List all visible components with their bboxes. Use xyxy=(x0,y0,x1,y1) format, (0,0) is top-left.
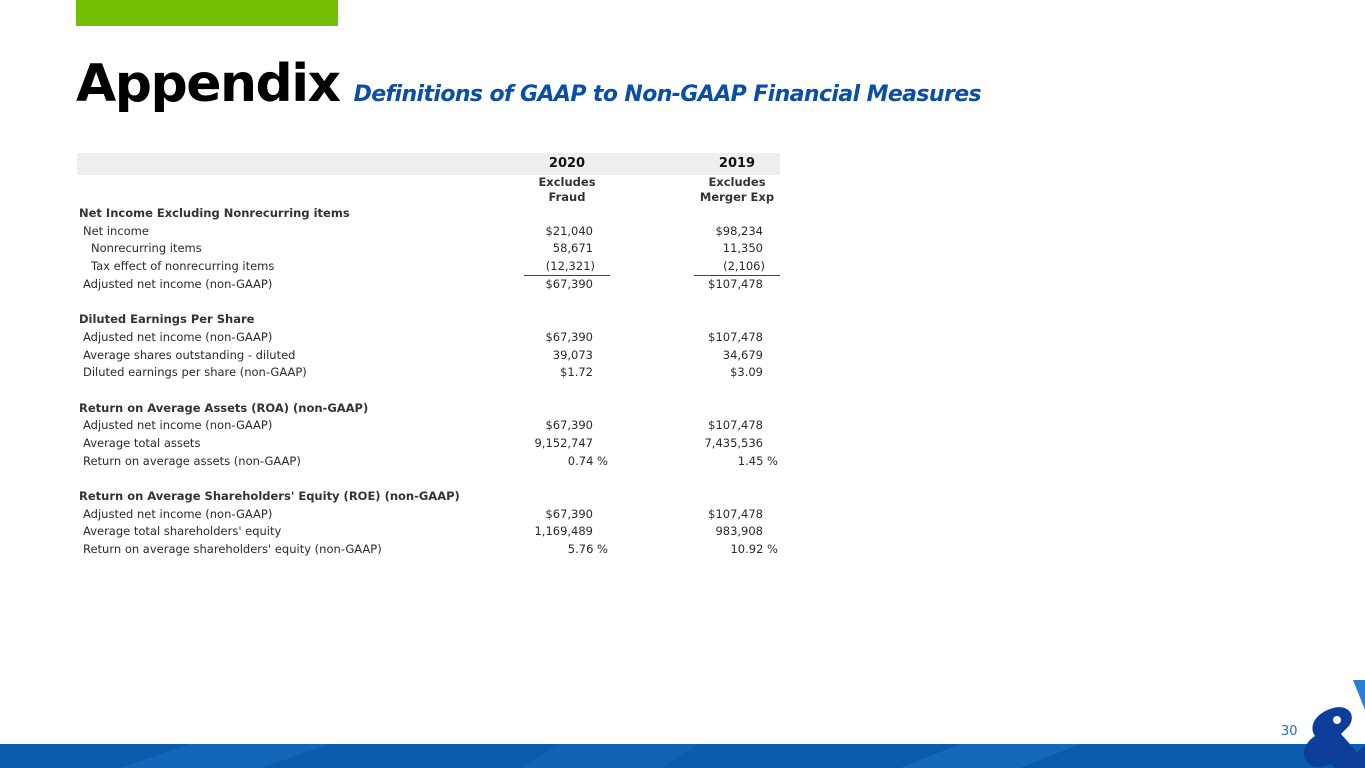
table-row xyxy=(77,240,780,258)
subheader-2020-line2: Fraud xyxy=(548,190,586,204)
value-2019: 7,435,536 xyxy=(704,435,763,450)
row-label: Return on average shareholders' equity (non-GAAP) xyxy=(83,542,382,557)
page-subtitle: Definitions of GAAP to Non-GAAP Financial Measures xyxy=(353,82,982,107)
table-row xyxy=(77,347,780,365)
value-2019: $107,478 xyxy=(708,329,763,344)
section-title: Return on Average Shareholders' Equity (ROE) (non-GAAP) xyxy=(79,489,460,503)
row-spacer xyxy=(77,293,780,311)
value-2019: $107,478 xyxy=(708,276,763,291)
table-row xyxy=(77,258,780,276)
row-label: Net income xyxy=(83,223,149,238)
ampersand-logo-icon xyxy=(1295,680,1365,768)
row-label: Tax effect of nonrecurring items xyxy=(91,259,275,274)
value-2020: 9,152,747 xyxy=(534,435,593,450)
value-2019: $98,234 xyxy=(715,223,763,238)
value-2020: 5.76 % xyxy=(567,542,608,557)
section-title-row xyxy=(77,488,780,506)
table-subheader-line1 xyxy=(77,175,780,190)
value-2019: $3.09 xyxy=(730,365,763,380)
title-row xyxy=(76,54,981,118)
value-2020: $1.72 xyxy=(560,365,593,380)
value-2019: (2,106) xyxy=(723,259,765,274)
value-2020: $67,390 xyxy=(545,276,593,291)
column-header-2019: 2019 xyxy=(718,156,756,171)
table-row xyxy=(77,523,780,541)
row-label: Return on average assets (non-GAAP) xyxy=(83,453,301,468)
financial-table xyxy=(77,153,780,559)
value-2020: 0.74 % xyxy=(567,453,608,468)
table-row xyxy=(77,276,780,294)
table-row xyxy=(77,541,780,559)
row-label: Adjusted net income (non-GAAP) xyxy=(83,329,273,344)
row-spacer xyxy=(77,470,780,488)
value-2019: 11,350 xyxy=(722,241,763,256)
value-2019: 10.92 % xyxy=(730,542,778,557)
table-row xyxy=(77,223,780,241)
value-2019: 983,908 xyxy=(715,524,763,539)
section-title: Diluted Earnings Per Share xyxy=(79,312,255,327)
value-2019: 34,679 xyxy=(722,347,763,362)
subheader-2020-line1: Excludes xyxy=(538,175,596,189)
section-title: Return on Average Assets (ROA) (non-GAAP) xyxy=(79,400,369,415)
table-row xyxy=(77,417,780,435)
value-2019: $107,478 xyxy=(708,418,763,433)
section-title-row xyxy=(77,400,780,418)
value-2020: $67,390 xyxy=(545,329,593,344)
table-row xyxy=(77,453,780,471)
row-label: Diluted earnings per share (non-GAAP) xyxy=(83,365,307,380)
row-label: Adjusted net income (non-GAAP) xyxy=(83,418,273,433)
section-title-row xyxy=(77,311,780,329)
table-row xyxy=(77,435,780,453)
table-header-years xyxy=(77,153,780,175)
page-title: Appendix xyxy=(76,54,340,114)
subheader-2019-line2: Merger Exp xyxy=(699,190,775,204)
section-title: Net Income Excluding Nonrecurring items xyxy=(79,206,350,220)
value-2019: $107,478 xyxy=(708,506,763,521)
row-label: Adjusted net income (non-GAAP) xyxy=(83,276,273,291)
row-label: Nonrecurring items xyxy=(91,241,202,256)
value-2020: $21,040 xyxy=(545,223,593,238)
row-label: Average total shareholders' equity xyxy=(83,524,282,539)
row-label: Average shares outstanding - diluted xyxy=(83,347,296,362)
row-label: Adjusted net income (non-GAAP) xyxy=(83,506,273,521)
footer-band xyxy=(0,744,1365,768)
accent-bar xyxy=(76,0,338,26)
row-label: Average total assets xyxy=(83,435,201,450)
value-2020: $67,390 xyxy=(545,506,593,521)
subheader-2019-line1: Excludes xyxy=(708,175,766,189)
value-2020: 39,073 xyxy=(552,347,593,362)
page-number: 30 xyxy=(1281,724,1298,739)
table-row xyxy=(77,364,780,382)
table-subheader-line2 xyxy=(77,190,780,205)
table-row xyxy=(77,506,780,524)
section-title-row xyxy=(77,205,780,223)
column-header-2020: 2020 xyxy=(548,156,586,171)
value-2020: $67,390 xyxy=(545,418,593,433)
row-spacer xyxy=(77,382,780,400)
value-2020: 58,671 xyxy=(552,241,593,256)
value-2019: 1.45 % xyxy=(737,453,778,468)
value-2020: (12,321) xyxy=(545,259,595,274)
value-2020: 1,169,489 xyxy=(534,524,593,539)
table-row xyxy=(77,329,780,347)
